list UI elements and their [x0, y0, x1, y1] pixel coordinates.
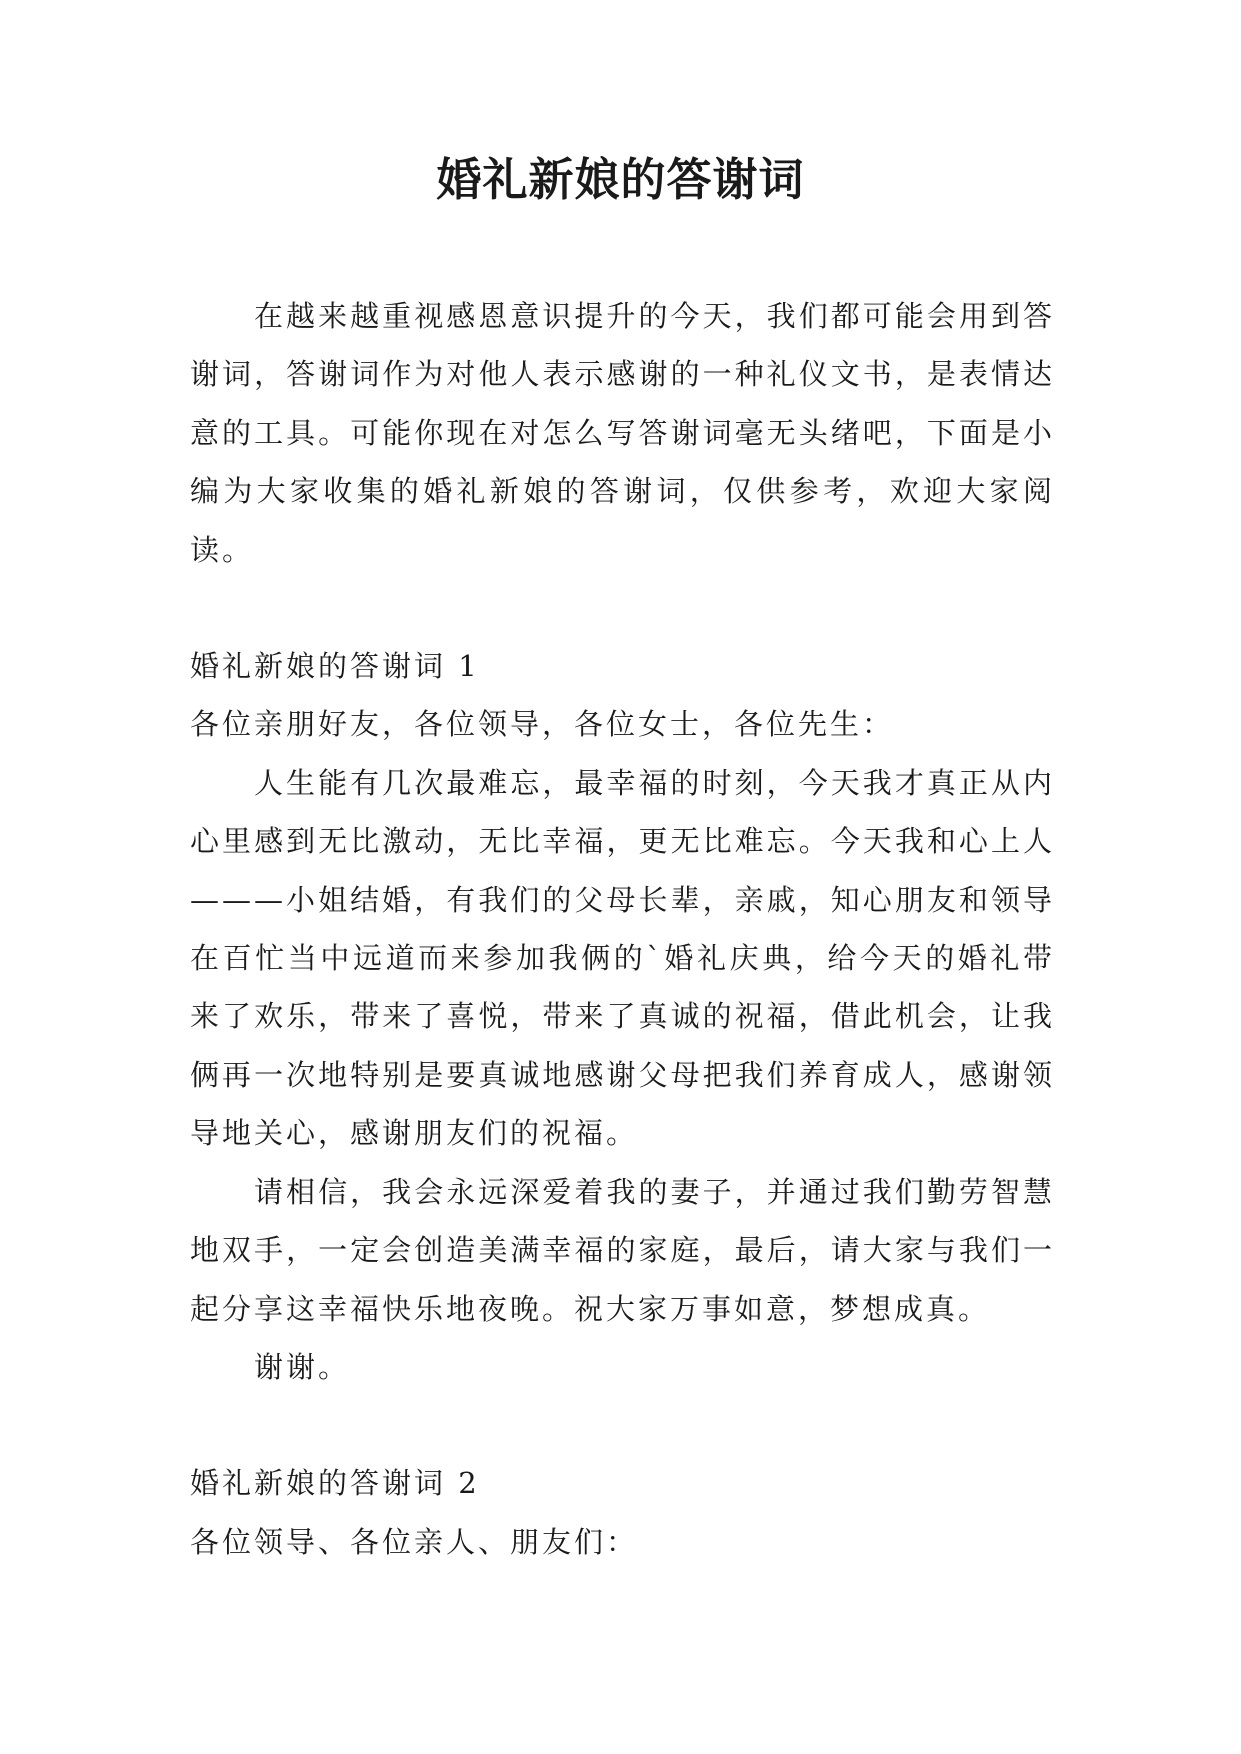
section-1-paragraph-2: 请相信，我会永远深爱着我的妻子，并通过我们勤劳智慧地双手，一定会创造美满幸福的家庭，最后，请大家与我们一起分享这幸福快乐地夜晚。祝大家万事如意，梦想成真。 [190, 1174, 1055, 1326]
section-2-salutation: 各位领导、各位亲人、朋友们： [190, 1524, 639, 1559]
intro-paragraph: 在越来越重视感恩意识提升的今天，我们都可能会用到答谢词，答谢词作为对他人表示感谢的一种礼仪文书，是表情达意的工具。可能你现在对怎么写答谢词毫无头绪吧，下面是小编为大家收集的婚礼新娘的答谢词，仅供参考，欢迎大家阅读。 [190, 299, 1055, 567]
document-title: 婚礼新娘的答谢词 [436, 153, 805, 206]
section-2-heading: 婚礼新娘的答谢词 2 [190, 1466, 480, 1501]
section-1-heading: 婚礼新娘的答谢词 1 [190, 649, 480, 684]
section-1-salutation: 各位亲朋好友，各位领导，各位女士，各位先生： [190, 707, 895, 742]
section-1-paragraph-1: 人生能有几次最难忘，最幸福的时刻，今天我才真正从内心里感到无比激动，无比幸福，更无比难忘。今天我和心上人———小姐结婚，有我们的父母长辈，亲戚，知心朋友和领导在百忙当中远道而来参加我俩的`婚礼庆典，给今天的婚礼带来了欢乐，带来了喜悦，带来了真诚的祝福，借此机会，让我俩再一次地特别是要真诚地感谢父母把我们养育成人，感谢领导地关心，感谢朋友们的祝福。 [190, 765, 1055, 1151]
section-1-closing: 谢谢。 [254, 1349, 351, 1384]
document-body [190, 287, 1055, 1571]
